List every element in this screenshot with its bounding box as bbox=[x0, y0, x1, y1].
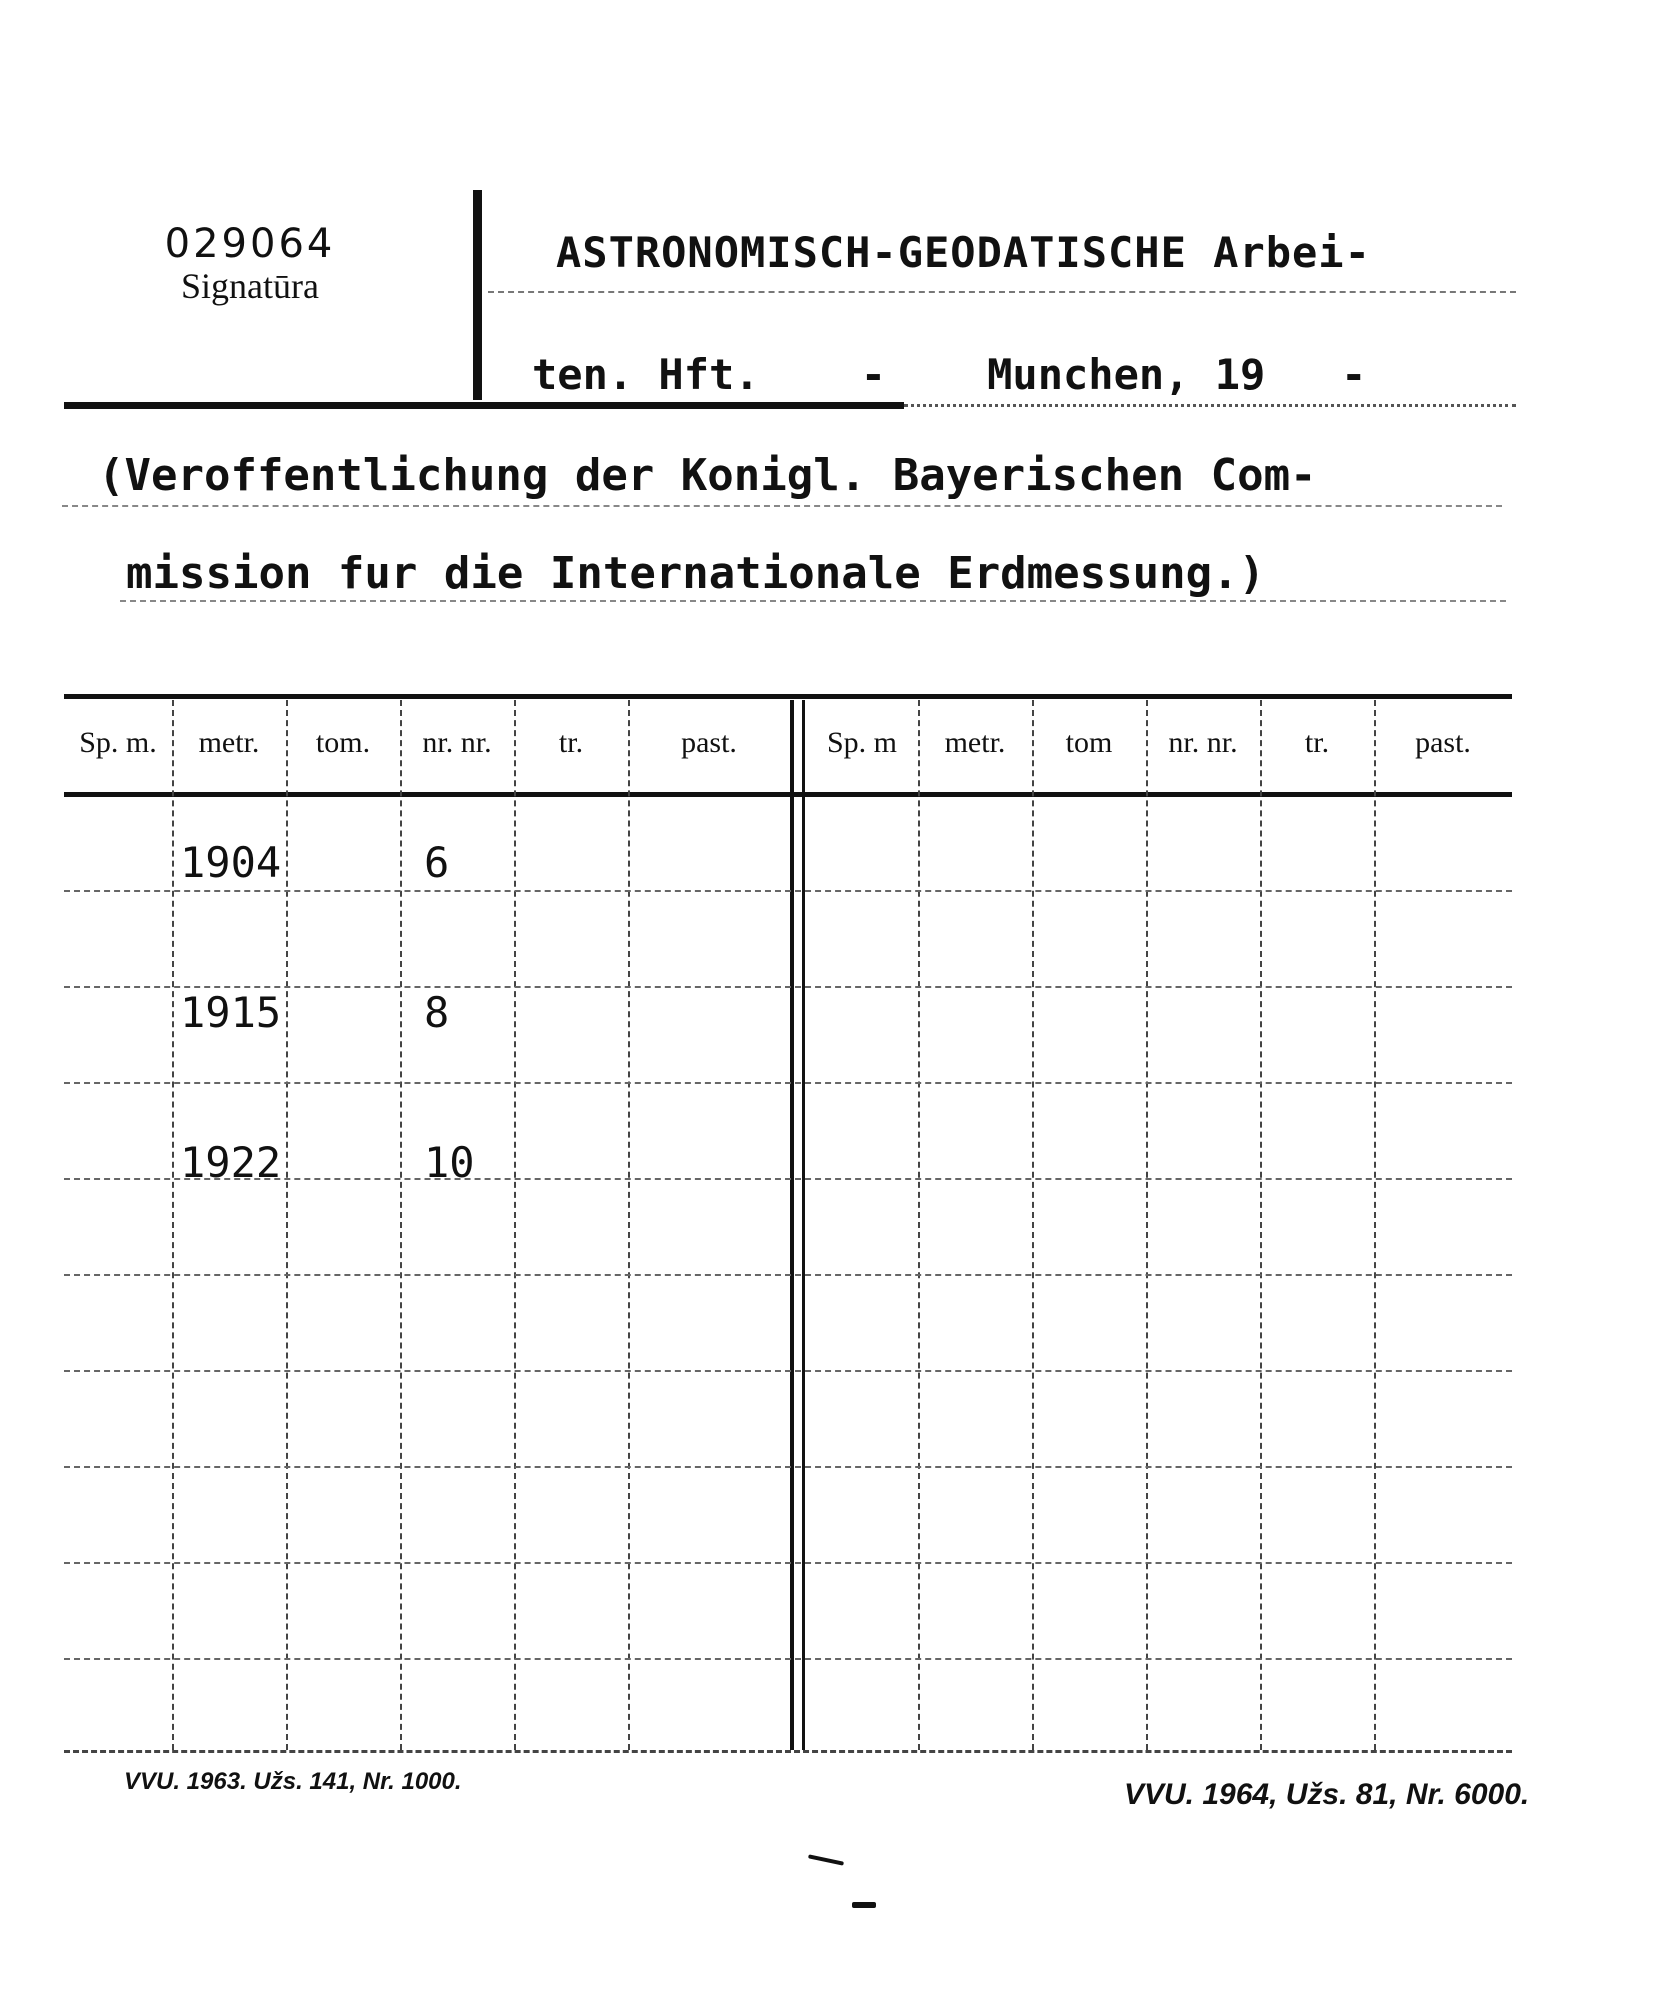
column-line bbox=[1146, 700, 1148, 1750]
title-line-2: ten. Hft. - Munchen, 19 - bbox=[532, 350, 1367, 399]
col-header-tr: tr. bbox=[558, 726, 584, 759]
subtitle-line-2: mission fur die Internationale Erdmessung.) bbox=[126, 548, 1266, 599]
column-line bbox=[1260, 700, 1262, 1750]
table-bottom-rule bbox=[64, 1750, 1512, 1753]
header-rule bbox=[64, 402, 904, 409]
row-line bbox=[64, 890, 1512, 892]
col-header-sp-m: Sp. m. bbox=[79, 726, 157, 759]
column-line bbox=[1032, 700, 1034, 1750]
row-line bbox=[64, 1562, 1512, 1564]
column-line bbox=[286, 700, 288, 1750]
row-line bbox=[64, 1466, 1512, 1468]
ink-mark bbox=[852, 1902, 876, 1908]
subtitle-line-1: (Veroffentlichung der Konigl. Bayerischen Com- bbox=[98, 450, 1317, 501]
col-header-tom: tom. bbox=[315, 726, 371, 759]
row-line bbox=[64, 1082, 1512, 1084]
table-cell-metr: 1915 bbox=[180, 988, 282, 1037]
col-header-nr-nr-2: nr. nr. bbox=[1168, 726, 1238, 759]
header-rule-dotted bbox=[904, 404, 1516, 407]
table-cell-nr: 8 bbox=[424, 988, 450, 1037]
table-center-divider bbox=[790, 700, 805, 1750]
col-header-past: past. bbox=[681, 726, 737, 759]
row-line bbox=[64, 1658, 1512, 1660]
row-line bbox=[64, 1178, 1512, 1180]
table-header-rule bbox=[64, 792, 1512, 797]
column-line bbox=[1374, 700, 1376, 1750]
subtitle-underline-2 bbox=[120, 600, 1506, 602]
row-line bbox=[64, 986, 1512, 988]
column-line bbox=[918, 700, 920, 1750]
header-divider bbox=[473, 190, 482, 400]
col-header-nr-nr: nr. nr. bbox=[422, 726, 492, 759]
table-cell-nr: 10 bbox=[424, 1138, 475, 1187]
table-top-rule bbox=[64, 694, 1512, 699]
col-header-past-2: past. bbox=[1415, 726, 1471, 759]
col-header-metr: metr. bbox=[198, 726, 260, 759]
col-header-tom-2: tom bbox=[1065, 726, 1113, 759]
col-header-sp-m-2: Sp. m bbox=[826, 726, 898, 759]
table-cell-metr: 1904 bbox=[180, 838, 282, 887]
title-underline bbox=[488, 291, 1516, 293]
footnote-left: VVU. 1963. Užs. 141, Nr. 1000. bbox=[124, 1768, 462, 1795]
table-cell-nr: 6 bbox=[424, 838, 450, 887]
title-line-1: ASTRONOMISCH-GEODATISCHE Arbei- bbox=[556, 228, 1371, 277]
row-line bbox=[64, 1274, 1512, 1276]
signature-block bbox=[130, 222, 370, 306]
column-line bbox=[400, 700, 402, 1750]
col-header-metr-2: metr. bbox=[944, 726, 1006, 759]
signature-label: Signatūra bbox=[181, 266, 319, 306]
column-line bbox=[514, 700, 516, 1750]
row-line bbox=[64, 1370, 1512, 1372]
column-line bbox=[172, 700, 174, 1750]
ink-mark bbox=[808, 1854, 844, 1865]
signature-number: 029064 bbox=[164, 221, 336, 267]
table-cell-metr: 1922 bbox=[180, 1138, 282, 1187]
subtitle-underline-1 bbox=[62, 505, 1502, 507]
footnote-right: VVU. 1964, Užs. 81, Nr. 6000. bbox=[1124, 1778, 1530, 1811]
col-header-tr-2: tr. bbox=[1304, 726, 1330, 759]
column-line bbox=[628, 700, 630, 1750]
